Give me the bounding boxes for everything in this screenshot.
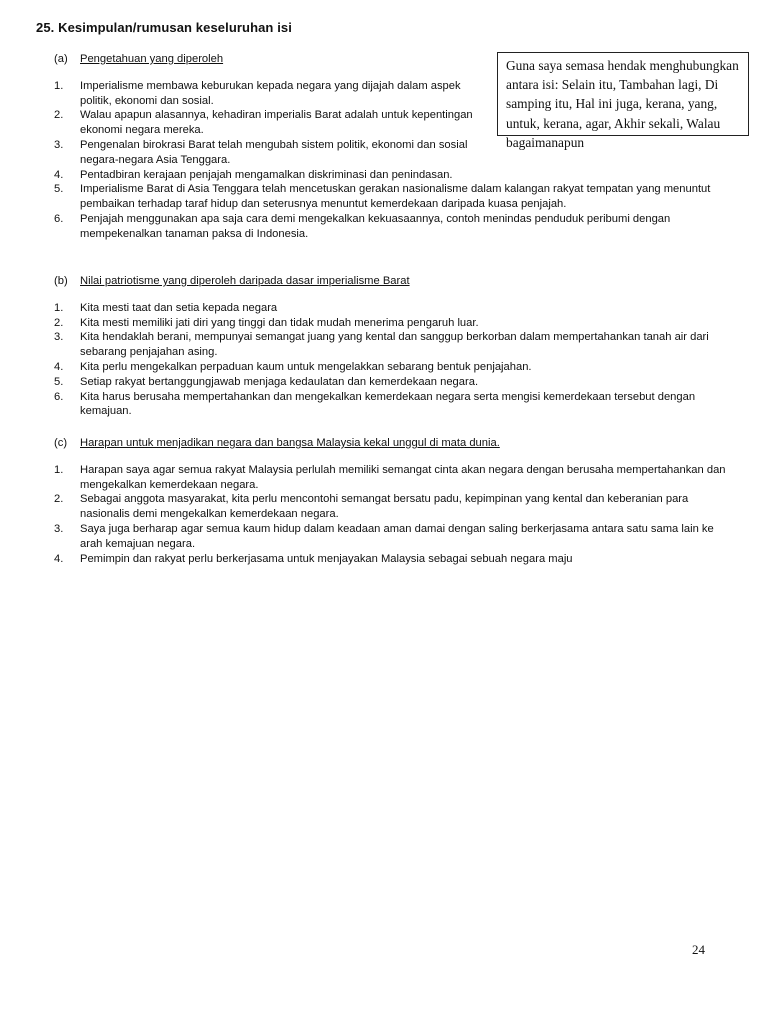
section-patriotism-values [54,274,734,419]
list-item [54,492,734,522]
list-item [54,182,734,212]
numbered-list [54,301,734,419]
list-item [54,375,734,390]
item-text: Setiap rakyat bertanggungjawab menjaga kedaulatan dan kemerdekaan negara. [80,375,479,388]
page-title: 25. Kesimpulan/rumusan keseluruhan isi [36,20,292,35]
section-knowledge [54,52,734,242]
item-text: Sebagai anggota masyarakat, kita perlu mencontohi semangat bersatu padu, kepimpinan yang kental dan keberanian para nasionalis demi mengekalkan kemerdekaan negara. [80,493,689,521]
section-letter: (b) [54,275,68,287]
item-text: Imperialisme membawa keburukan kepada negara yang dijajah dalam aspek politik, ekonomi dan sosial. [80,79,461,107]
item-text: Walau apapun alasannya, kehadiran imperialis Barat adalah untuk kepentingan ekonomi negara mereka. [80,109,473,137]
item-number: 1. [54,79,64,92]
list-item [54,212,734,242]
item-text: Kita harus berusaha mempertahankan dan mengekalkan kemerdekaan negara serta mengisi kemerdekaan tersebut dengan kemajuan. [80,390,696,418]
section-title: Pengetahuan yang diperoleh [80,53,224,65]
section-title: Nilai patriotisme yang diperoleh daripada dasar imperialisme Barat [80,275,410,287]
section-hopes [54,436,734,566]
item-text: Imperialisme Barat di Asia Tenggara telah mencetuskan gerakan nasionalisme dalam kalangan rakyat tempatan yang menuntut pembaikan terhadap taraf hidup dan seterusnya menuntut kemerdekaan daripada kuasa penjajah. [80,183,711,211]
item-number: 4. [54,552,64,565]
item-text: Pemimpin dan rakyat perlu berkerjasama untuk menjayakan Malaysia sebagai sebuah negara maju [80,552,573,565]
list-item [54,168,734,183]
connector-note-box: Guna saya semasa hendak menghubungkan antara isi: Selain itu, Tambahan lagi, Di samping itu, Hal ini juga, kerana, yang, untuk, kerana, agar, Akhir sekali, Walau bagaimanapun [497,52,749,136]
section-heading [54,436,734,451]
section-letter: (a) [54,53,68,65]
item-text: Pentadbiran kerajaan penjajah mengamalkan diskriminasi dan penindasan. [80,168,453,181]
item-text: Pengenalan birokrasi Barat telah mengubah sistem politik, ekonomi dan sosial negara-negara Asia Tenggara. [80,138,468,166]
list-item [54,138,734,168]
item-text: Kita mesti taat dan setia kepada negara [80,301,278,314]
list-item [54,552,734,567]
item-number: 6. [54,212,64,225]
item-number: 2. [54,493,64,506]
list-item [54,390,734,420]
list-item [54,108,734,138]
item-text: Kita mesti memiliki jati diri yang tinggi dan tidak mudah menerima pengaruh luar. [80,316,479,329]
list-item [54,360,734,375]
list-item [54,463,734,493]
page-number: 24 [692,942,705,957]
item-number: 4. [54,168,64,181]
item-number: 3. [54,138,64,151]
item-number: 4. [54,360,64,373]
item-number: 2. [54,316,64,329]
list-item [54,301,734,316]
item-text: Kita hendaklah berani, mempunyai semangat juang yang kental dan sanggup berkorban dalam mempertahankan tanah air dari sebarang penjajahan asing. [80,331,709,359]
section-heading [54,52,734,67]
item-number: 5. [54,183,64,196]
item-number: 5. [54,375,64,388]
item-text: Harapan saya agar semua rakyat Malaysia perlulah memiliki semangat cinta akan negara dengan berusaha mempertahankan dan mengekalkan kemerdekaan negara. [80,463,726,491]
item-text: Saya juga berharap agar semua kaum hidup dalam keadaan aman damai dengan saling berkerjasama antara satu sama lain ke arah kemajuan negara. [80,522,714,550]
section-heading [54,274,734,289]
numbered-list [54,463,734,567]
list-item [54,330,734,360]
list-item [54,79,734,109]
list-item [54,522,734,552]
item-number: 2. [54,109,64,122]
section-title: Harapan untuk menjadikan negara dan bangsa Malaysia kekal unggul di mata dunia. [80,437,500,449]
item-number: 6. [54,390,64,403]
item-number: 1. [54,301,64,314]
numbered-list [54,79,734,242]
item-number: 3. [54,331,64,344]
item-text: Kita perlu mengekalkan perpaduan kaum untuk mengelakkan sebarang bentuk penjajahan. [80,360,532,373]
section-letter: (c) [54,437,68,449]
item-number: 3. [54,522,64,535]
item-text: Penjajah menggunakan apa saja cara demi mengekalkan kekuasaannya, contoh menindas penduduk peribumi dengan mempekenalkan tanaman paksa di Indonesia. [80,212,671,240]
list-item [54,316,734,331]
item-number: 1. [54,463,64,476]
